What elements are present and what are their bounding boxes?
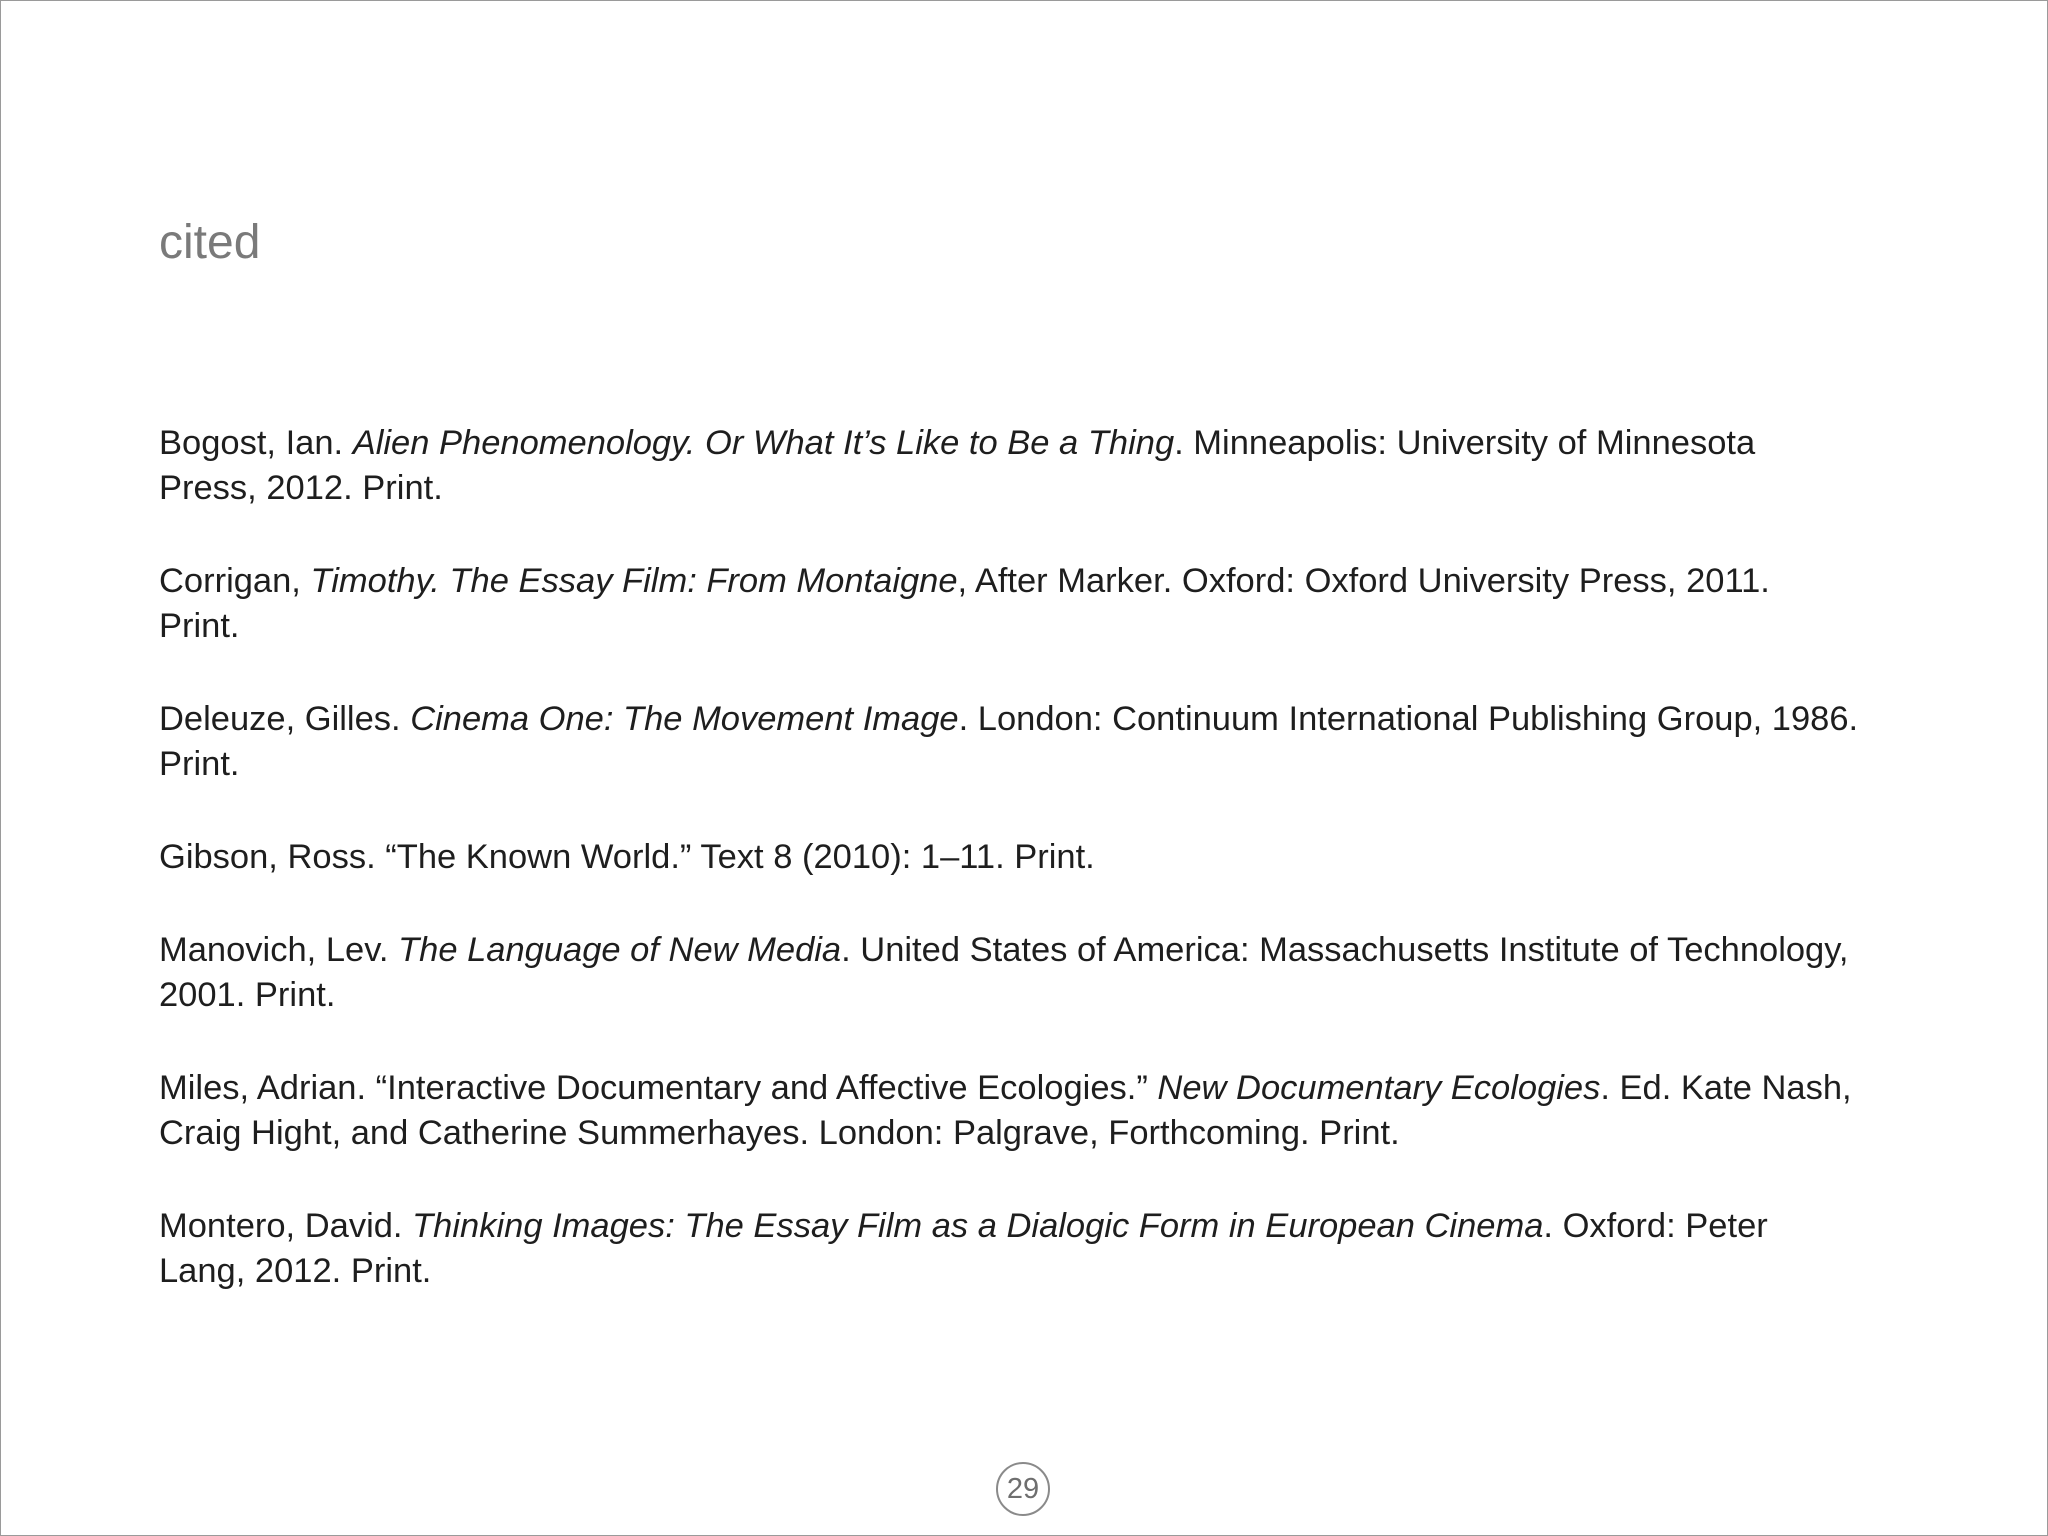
reference-title: Thinking Images: The Essay Film as a Dialogic Form in European Cinema bbox=[412, 1207, 1544, 1245]
reference-text: . Minneapolis: University of Minnesota Press, 2012. Print. bbox=[159, 424, 1756, 507]
reference-text: Deleuze, Gilles. bbox=[159, 700, 411, 738]
reference-item bbox=[159, 421, 1859, 511]
reference-item bbox=[159, 1066, 1859, 1156]
reference-text: Manovich, Lev. bbox=[159, 931, 399, 969]
reference-list bbox=[159, 421, 1859, 1294]
reference-text: Gibson, Ross. “The Known World.” Text 8 (2010): 1–11. Print. bbox=[159, 838, 1095, 876]
reference-text: Bogost, Ian. bbox=[159, 424, 353, 462]
reference-text: Montero, David. bbox=[159, 1207, 413, 1245]
reference-item bbox=[159, 1204, 1859, 1294]
reference-title: The Language of New Media bbox=[398, 931, 842, 969]
reference-title: Timothy. The Essay Film: From Montaigne bbox=[310, 562, 958, 600]
reference-item bbox=[159, 928, 1859, 1018]
reference-text: . Ed. Kate Nash, Craig Hight, and Catherine Summerhayes. London: Palgrave, Forthcoming. Print. bbox=[159, 1069, 1852, 1152]
reference-title: Alien Phenomenology. Or What It’s Like to Be a Thing bbox=[352, 424, 1175, 462]
reference-title: New Documentary Ecologies bbox=[1157, 1069, 1601, 1107]
reference-title: Cinema One: The Movement Image bbox=[410, 700, 959, 738]
reference-item bbox=[159, 559, 1859, 649]
reference-text: Miles, Adrian. “Interactive Documentary and Affective Ecologies.” bbox=[159, 1069, 1158, 1107]
reference-text: . London: Continuum International Publishing Group, 1986. Print. bbox=[159, 700, 1859, 783]
reference-text: . United States of America: Massachusetts Institute of Technology, 2001. Print. bbox=[159, 931, 1849, 1014]
reference-text: . Oxford: Peter Lang, 2012. Print. bbox=[159, 1207, 1768, 1290]
reference-text: , After Marker. Oxford: Oxford University Press, 2011. Print. bbox=[159, 562, 1770, 645]
reference-item bbox=[159, 697, 1859, 787]
reference-text: Corrigan, bbox=[159, 562, 311, 600]
page-number-badge: 29 bbox=[996, 1462, 1050, 1516]
reference-item bbox=[159, 835, 1859, 880]
section-title: cited bbox=[159, 216, 261, 269]
